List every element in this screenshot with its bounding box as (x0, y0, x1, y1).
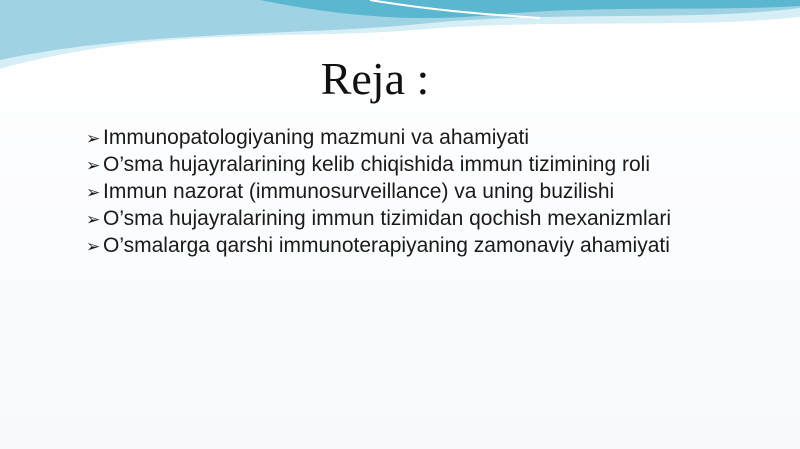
list-item-text: O’sma hujayralarining kelib chiqishida immun tizimining roli (103, 153, 651, 176)
bullet-list (86, 124, 686, 259)
list-item-text: O’sma hujayralarining immun tizimidan qochish mexanizmlari (103, 207, 671, 230)
arrowhead-bullet-icon: ➢ (86, 156, 101, 175)
arrowhead-bullet-icon: ➢ (86, 183, 101, 202)
arrowhead-bullet-icon: ➢ (86, 237, 101, 256)
list-item-text: Immun nazorat (immunosurveillance) va uning buzilishi (103, 180, 615, 203)
arrowhead-bullet-icon: ➢ (86, 129, 101, 148)
slide-title-text: Reja : (320, 53, 430, 104)
slide-title (0, 52, 800, 105)
list-item (86, 178, 686, 205)
arrowhead-bullet-icon: ➢ (86, 210, 101, 229)
list-item-text: O’smalarga qarshi immunoterapiyaning zamonaviy ahamiyati (103, 234, 670, 257)
list-item-text: Immunopatologiyaning mazmuni va ahamiyati (103, 126, 530, 149)
list-item (86, 124, 686, 151)
list-item (86, 232, 686, 259)
list-item (86, 205, 686, 232)
list-item (86, 151, 686, 178)
